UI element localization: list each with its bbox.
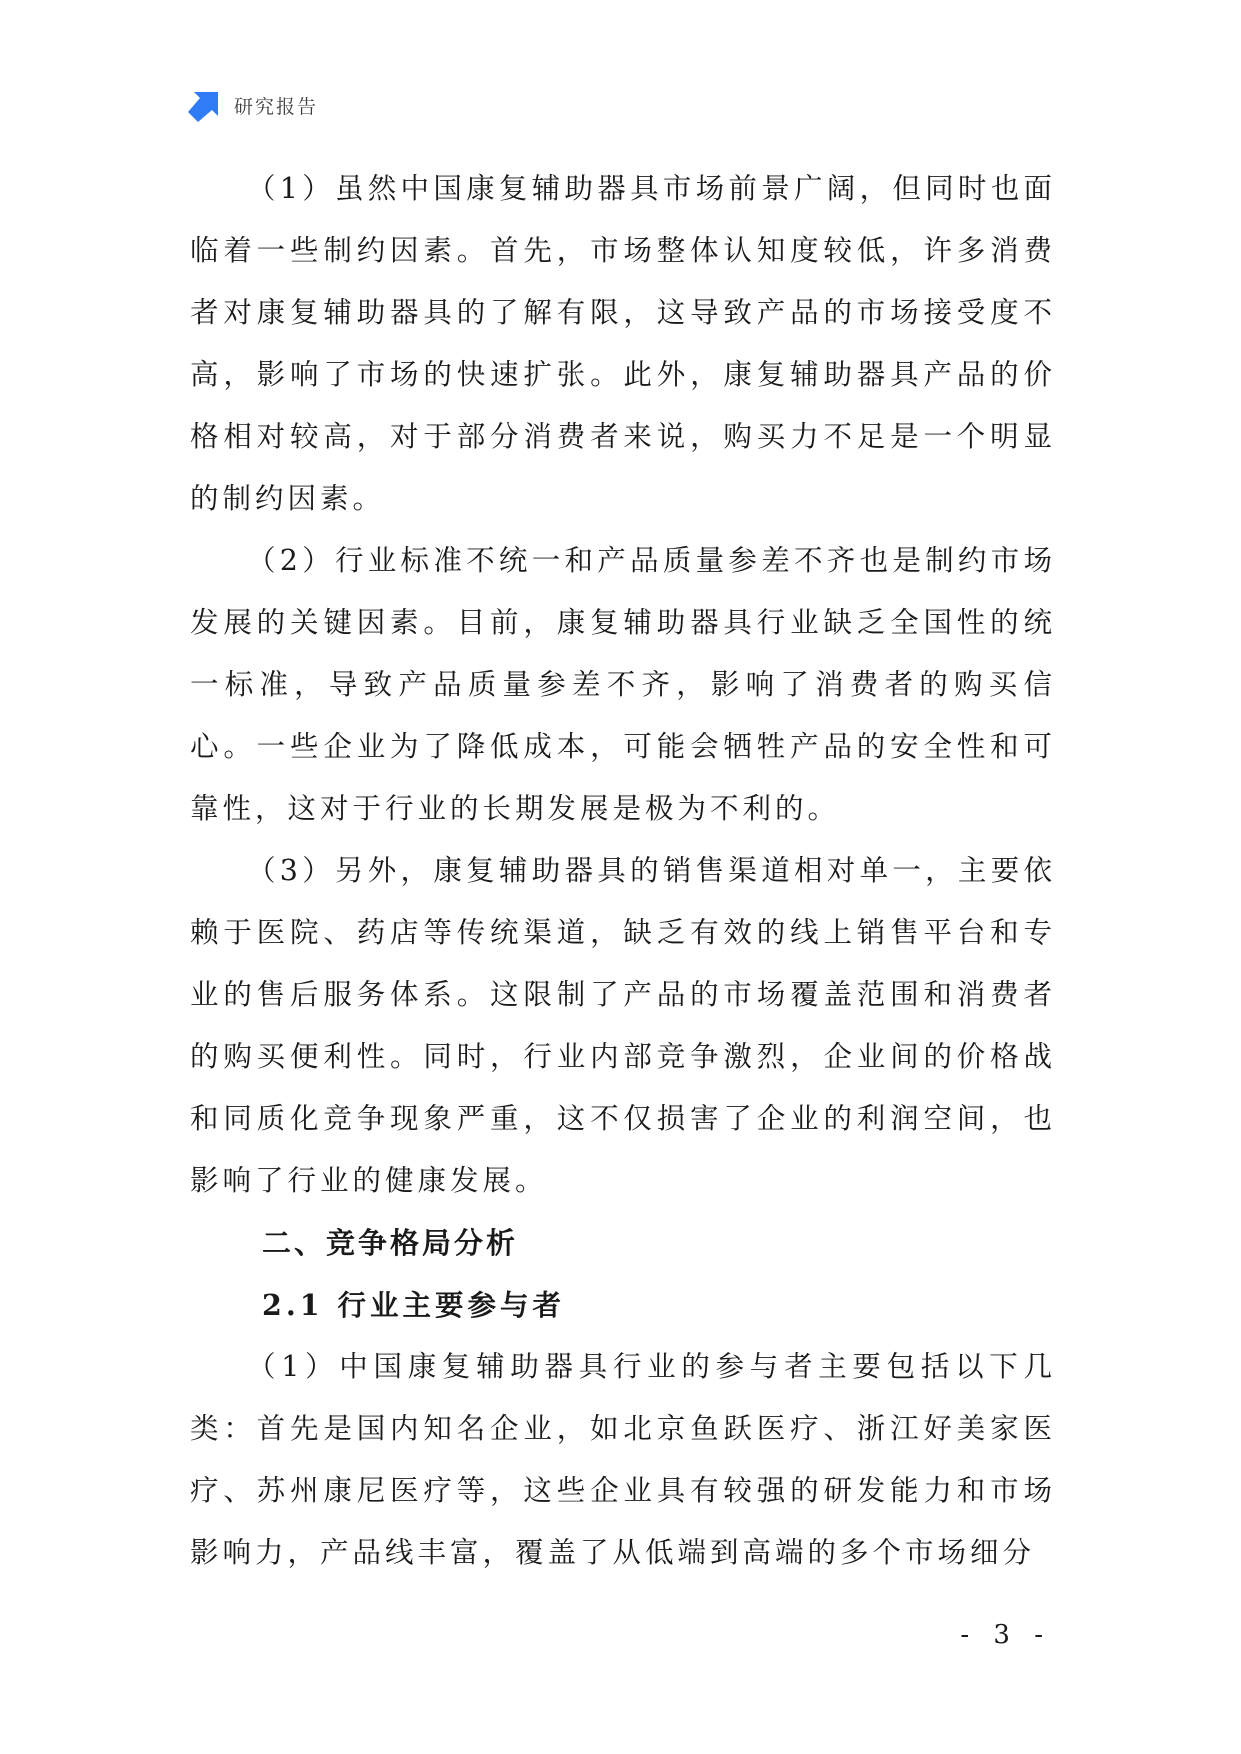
header-title: 研究报告 [234, 95, 319, 118]
arrow-up-right-icon [188, 88, 222, 122]
paragraph-constraints-2: （2）行业标准不统一和产品质量参差不齐也是制约市场发展的关键因素。目前，康复辅助器具行业缺乏全国性的统一标准，导致产品质量参差不齐，影响了消费者的购买信心。一些企业为了降低成本，可能会牺牲产品的安全性和可靠性，这对于行业的长期发展是极为不利的。 [190, 544, 1056, 825]
page-number: - 3 - [960, 1620, 1051, 1650]
paragraph-constraints-1: （1）虽然中国康复辅助器具市场前景广阔，但同时也面临着一些制约因素。首先，市场整体认知度较低，许多消费者对康复辅助器具的了解有限，这导致产品的市场接受度不高，影响了市场的快速扩张。此外，康复辅助器具产品的价格相对较高，对于部分消费者来说，购买力不足是一个明显的制约因素。 [190, 172, 1056, 515]
section-heading: 二、竞争格局分析 [262, 1226, 519, 1260]
paragraph-constraints-3: （3）另外，康复辅助器具的销售渠道相对单一，主要依赖于医院、药店等传统渠道，缺乏有效的线上销售平台和专业的售后服务体系。这限制了产品的市场覆盖范围和消费者的购买便利性。同时，行业内部竞争激烈，企业间的价格战和同质化竞争现象严重，这不仅损害了企业的利润空间，也影响了行业的健康发展。 [190, 854, 1056, 1197]
document-body [190, 158, 1056, 1584]
subsection-heading: 2.1 行业主要参与者 [262, 1288, 566, 1322]
report-header [188, 87, 318, 123]
paragraph-participants-1: （1）中国康复辅助器具行业的参与者主要包括以下几类：首先是国内知名企业，如北京鱼跃医疗、浙江好美家医疗、苏州康尼医疗等，这些企业具有较强的研发能力和市场影响力，产品线丰富，覆盖了从低端到高端的多个市场细分 [190, 1350, 1056, 1569]
